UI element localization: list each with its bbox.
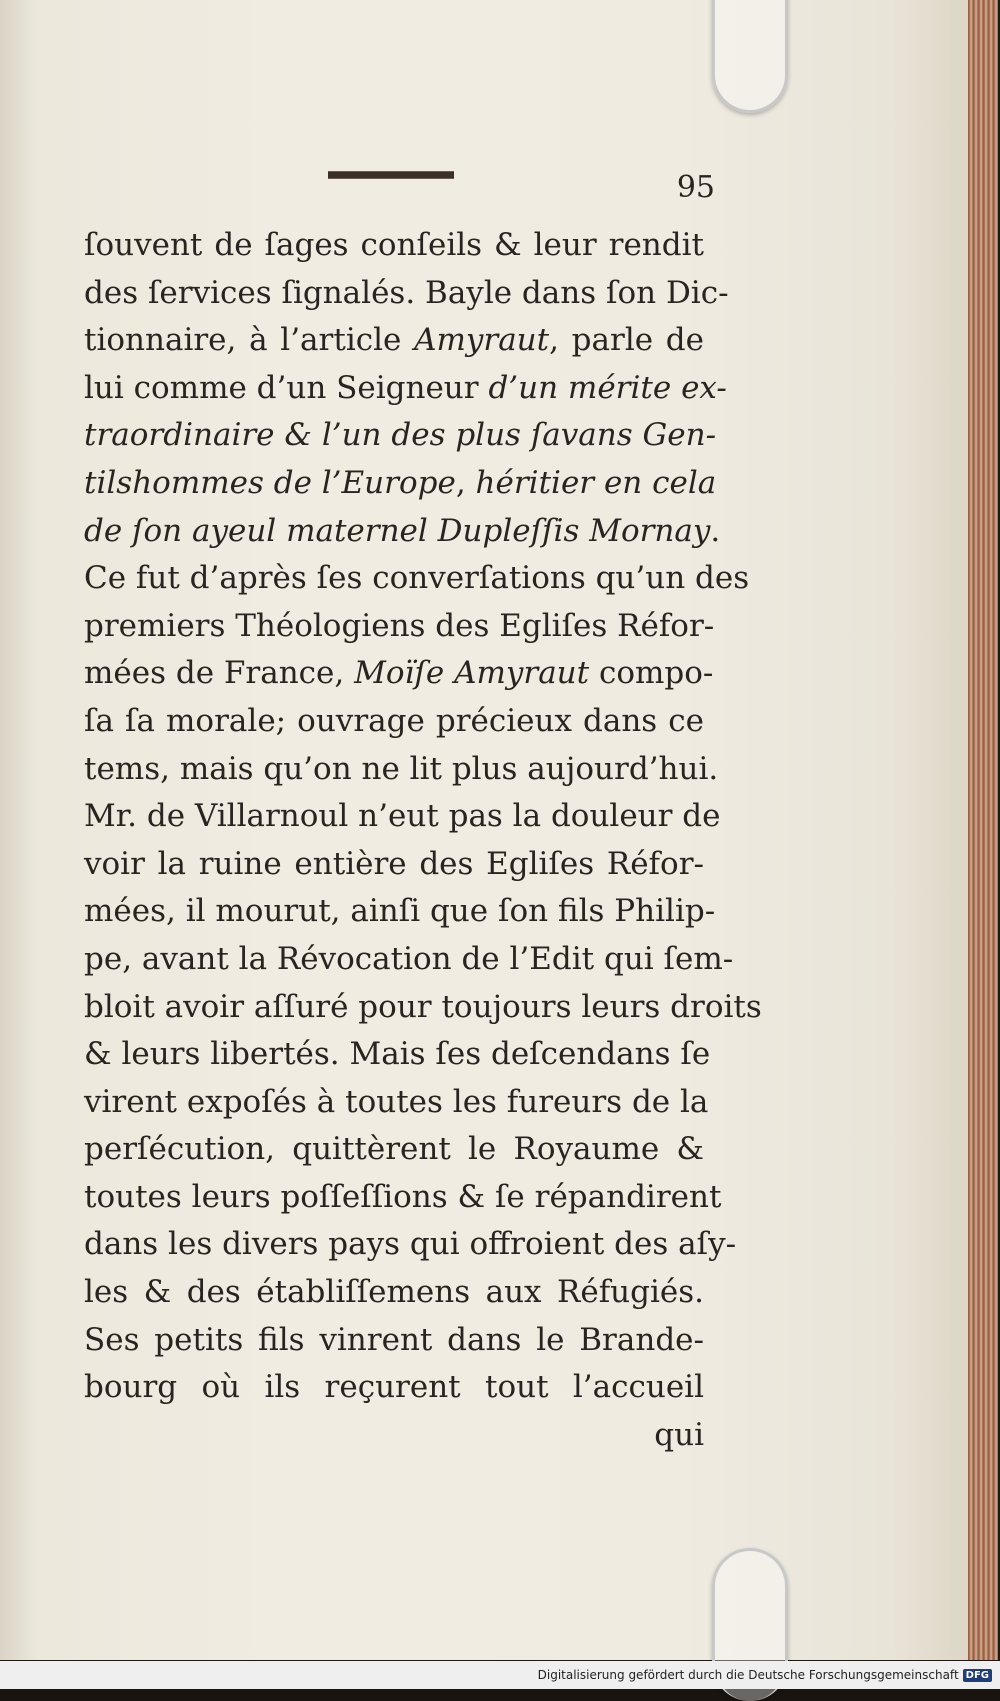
text-run: voir la ruine entière des Egliſes Réfor- xyxy=(84,845,704,882)
text-line xyxy=(84,412,717,460)
text-run: pe, avant la Révocation de l’Edit qui ſem- xyxy=(84,940,734,977)
text-line xyxy=(84,1364,704,1412)
text-line xyxy=(84,460,717,508)
text-run: Ses petits fils vinrent dans le Brande- xyxy=(84,1321,704,1358)
page-number: 95 xyxy=(676,170,715,205)
text-line xyxy=(84,698,704,746)
text-run: Ce fut d’après ſes converſations qu’un des xyxy=(84,560,750,597)
italic-text: héritier en cela xyxy=(475,464,717,501)
text-run: , xyxy=(455,464,476,501)
text-line xyxy=(84,365,727,413)
text-line xyxy=(84,650,714,698)
text-line xyxy=(84,1221,737,1269)
text-run: . xyxy=(710,512,721,549)
italic-text: traordinaire & l’un des plus ſavans Gen- xyxy=(84,417,717,454)
text-line xyxy=(84,1412,704,1460)
text-run: ſa ſa morale; ouvrage précieux dans ce xyxy=(84,702,704,739)
text-line xyxy=(84,1174,722,1222)
text-line xyxy=(84,888,716,936)
text-run: toutes leurs poſſeſſions & ſe répandirent xyxy=(84,1178,722,1215)
text-line xyxy=(84,222,704,270)
text-line xyxy=(84,1269,704,1317)
text-line xyxy=(84,317,704,365)
text-run: qui xyxy=(654,1416,704,1453)
text-line xyxy=(84,746,719,794)
footer-credit-bar xyxy=(0,1661,1000,1689)
text-line xyxy=(84,508,721,556)
text-run: lui comme d’un Seigneur xyxy=(84,369,489,406)
text-line xyxy=(84,555,750,603)
text-run: mées de France, xyxy=(84,655,355,692)
text-line xyxy=(84,841,704,889)
dfg-logo: DFG xyxy=(963,1669,992,1682)
text-run: premiers Théologiens des Egliſes Réfor- xyxy=(84,607,715,644)
italic-text: Moïſe Amyraut xyxy=(354,655,590,692)
text-line xyxy=(84,270,729,318)
italic-text: Amyraut xyxy=(414,322,550,359)
text-line xyxy=(84,793,721,841)
text-line xyxy=(84,1317,704,1365)
body-text xyxy=(84,222,762,1459)
footer-credit: Digitalisierung gefördert durch die Deutsche Forschungsgemeinschaft xyxy=(537,1668,959,1682)
text-run: compo- xyxy=(589,655,714,692)
text-line xyxy=(84,1126,704,1174)
text-run: ſouvent de ſages conſeils & leur rendit xyxy=(84,227,704,263)
italic-text: de ſon ayeul maternel Dupleſſis Mornay xyxy=(84,512,711,549)
text-run: Mr. de Villarnoul n’eut pas la douleur de xyxy=(84,798,721,835)
text-run: tems, mais qu’on ne lit plus aujourd’hui. xyxy=(84,750,719,787)
text-run: tionnaire, à l’article xyxy=(84,322,415,359)
text-line xyxy=(84,936,734,984)
italic-text: d’un mérite ex- xyxy=(488,369,727,406)
text-run: des ſervices ſignalés. Bayle dans ſon Dic- xyxy=(84,274,729,311)
text-line xyxy=(84,984,762,1032)
text-run: & leurs libertés. Mais ſes deſcendans ſe xyxy=(84,1036,711,1073)
text-run: dans les divers pays qui offroient des aſy- xyxy=(84,1226,737,1263)
text-run: les & des établiſſemens aux Réfugiés. xyxy=(84,1274,704,1311)
text-run: perſécution, quittèrent le Royaume & xyxy=(84,1131,704,1168)
text-line xyxy=(84,1079,709,1127)
text-line xyxy=(84,603,715,651)
text-line xyxy=(84,1031,711,1079)
text-run: virent expoſés à toutes les fureurs de la xyxy=(84,1083,709,1120)
text-run: mées, il mourut, ainſi que ſon fils Philip- xyxy=(84,893,716,930)
text-run: bourg où ils reçurent tout l’accueil xyxy=(84,1369,704,1406)
text-run: bloit avoir aſſuré pour toujours leurs droits xyxy=(84,988,762,1025)
top-clip xyxy=(712,0,788,113)
page-edge xyxy=(968,0,998,1660)
header-rule xyxy=(328,171,454,179)
italic-text: tilshommes de l’Europe xyxy=(84,464,456,501)
text-run: , parle de xyxy=(549,322,704,359)
